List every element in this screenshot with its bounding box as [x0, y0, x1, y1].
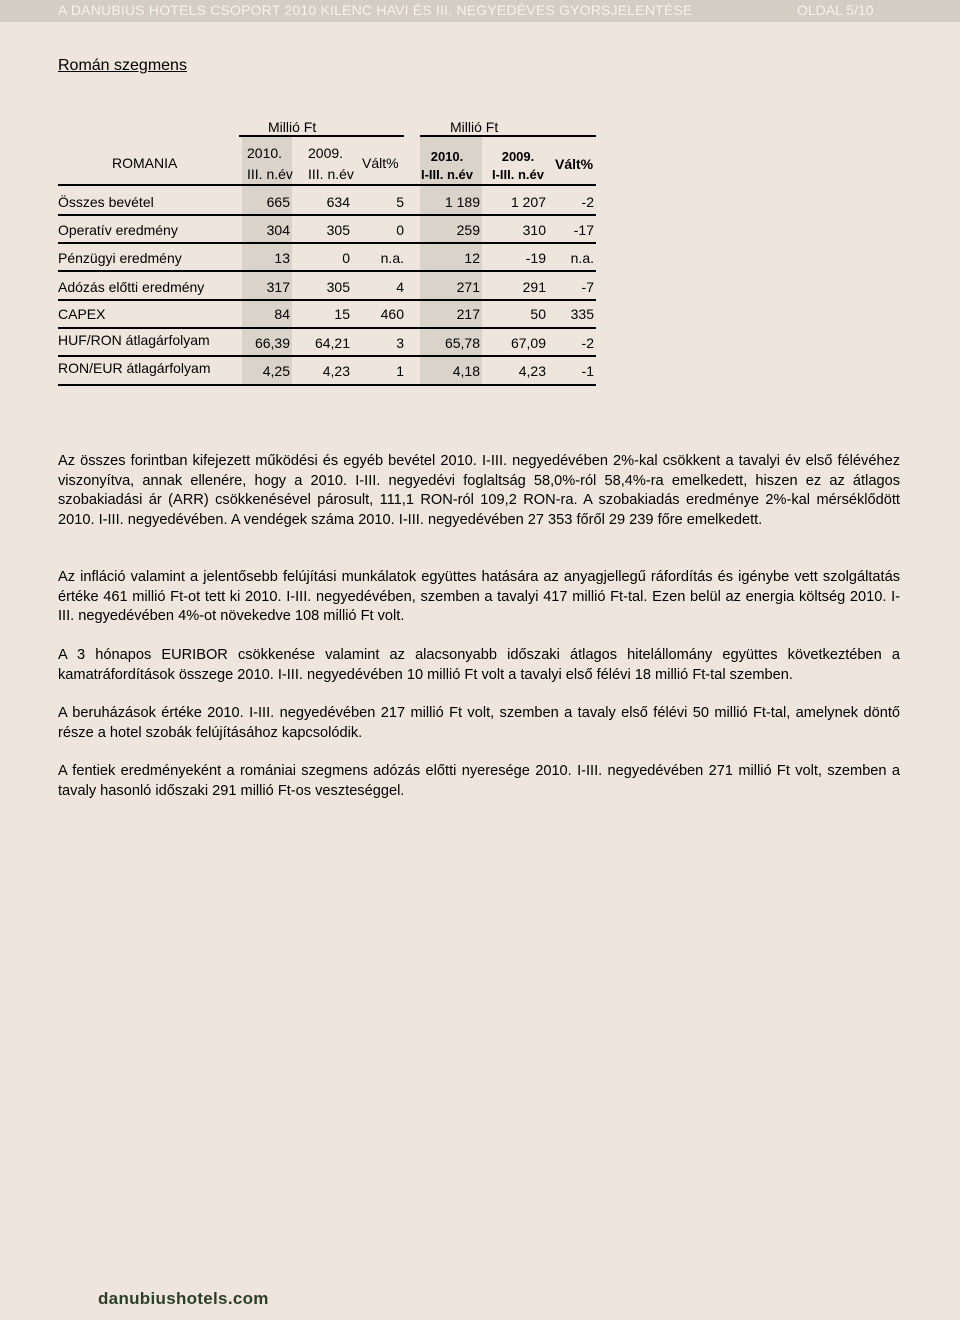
row-rule	[58, 355, 596, 357]
row-label: Adózás előtti eredmény	[58, 279, 205, 295]
row-value: 259	[456, 222, 480, 238]
row-value: -17	[573, 222, 594, 238]
col-2010-q3-line1: 2010.	[247, 145, 283, 161]
row-value: 3	[396, 335, 404, 351]
row-value: 1 207	[510, 194, 546, 210]
row-value: 4,18	[452, 363, 480, 379]
row-value: -7	[581, 279, 594, 295]
row-value: 4,23	[518, 363, 546, 379]
row-rule	[58, 242, 596, 244]
row-value: 12	[464, 250, 480, 266]
row-label: Összes bevétel	[58, 194, 154, 210]
row-value: 305	[326, 279, 350, 295]
row-label: CAPEX	[58, 306, 106, 322]
row-value: 1	[396, 363, 404, 379]
row-value: 0	[396, 222, 404, 238]
col-2010-q3-line2: III. n.év	[247, 166, 293, 182]
row-rule	[58, 270, 596, 272]
paragraph-costs: Az infláció valamint a jelentősebb felújítási munkálatok együttes hatására az anyagjellegű ráfordítás és igénybe vett szolgáltatás értéke 461 millió Ft-ot tett ki 2010. I-III. negyedévében, szemben a tavalyi 417 millió Ft-tal. Ezen belül az energia költség 2010. I-III. negyedévében 4%-ot növekedve 108 millió Ft volt.	[58, 569, 900, 624]
section-title: Román szegmens	[58, 57, 187, 74]
paragraph-interest: A 3 hónapos EURIBOR csökkenése valamint az alacsonyabb időszaki átlagos hitelállomány együttes következtében a kamatráfordítások összege 2010. I-III. negyedévében 10 millió Ft volt a tavalyi első félévi 18 millió Ft-tal szemben.	[58, 647, 900, 683]
row-value: 1 189	[444, 194, 480, 210]
row-value: 310	[522, 222, 546, 238]
table-corner-label: ROMANIA	[112, 155, 178, 171]
header-rule	[58, 184, 596, 186]
row-value: -2	[581, 194, 594, 210]
row-value: 15	[334, 306, 350, 322]
row-value: 271	[456, 279, 480, 295]
row-label: Operatív eredmény	[58, 222, 178, 238]
row-value: 13	[274, 250, 290, 266]
row-rule	[58, 299, 596, 301]
row-value: 50	[530, 306, 546, 322]
col-2009-ytd-line2: I-III. n.év	[491, 166, 544, 182]
paragraph-result: A fentiek eredményeként a romániai szegmens adózás előtti nyeresége 2010. I-III. negyedévében 271 millió Ft volt, szemben a tavaly hasonló időszaki 291 millió Ft-os veszteséggel.	[58, 763, 900, 799]
row-value: 291	[522, 279, 546, 295]
row-value: 634	[326, 194, 350, 210]
row-value: 217	[456, 306, 480, 322]
row-rule	[58, 384, 596, 386]
paragraph-capex: A beruházások értéke 2010. I-III. negyedévében 217 millió Ft volt, szemben a tavaly első félévi 50 millió Ft-tal, amelynek döntő része a hotel szobák felújításához kapcsolódik.	[58, 705, 900, 741]
col-2009-ytd	[489, 148, 547, 183]
row-value: 5	[396, 194, 404, 210]
row-label: HUF/RON átlagárfolyam	[58, 332, 210, 348]
col-2009-q3-line2: III. n.év	[308, 166, 354, 182]
col-2010-ytd	[419, 148, 475, 183]
row-value: 4	[396, 279, 404, 295]
row-value: -19	[525, 250, 546, 266]
row-rule	[58, 214, 596, 216]
footer-logo: danubiushotels.com	[98, 1289, 269, 1308]
group1-unit-label: Millió Ft	[268, 119, 317, 135]
row-value: 317	[266, 279, 290, 295]
row-value: 305	[326, 222, 350, 238]
row-value: 4,25	[262, 363, 290, 379]
report-title: A DANUBIUS HOTELS CSOPORT 2010 KILENC HAVI ÉS III. NEGYEDÉVES GYORSJELENTÉSE	[58, 2, 693, 18]
row-value: -1	[581, 363, 594, 379]
page-header	[0, 0, 960, 22]
row-value: 66,39	[254, 335, 290, 351]
row-value: n.a.	[380, 250, 404, 266]
row-value: 0	[342, 250, 350, 266]
row-value: 335	[570, 306, 594, 322]
row-value: -2	[581, 335, 594, 351]
row-value: 67,09	[510, 335, 546, 351]
group2-unit-label: Millió Ft	[450, 119, 499, 135]
row-value: 4,23	[322, 363, 350, 379]
col-2010-ytd-line2: I-III. n.év	[420, 166, 473, 182]
col-change-q3: Vált%	[362, 155, 399, 171]
row-value: 460	[380, 306, 404, 322]
row-rule	[58, 327, 596, 329]
row-label: Pénzügyi eredmény	[58, 250, 182, 266]
group2-rule	[420, 135, 596, 137]
col-2009-q3-line1: 2009.	[308, 145, 344, 161]
row-value: 304	[266, 222, 290, 238]
col-2010-ytd-line1: 2010.	[430, 149, 464, 164]
row-value: 84	[274, 306, 290, 322]
paragraph-revenue: Az összes forintban kifejezett működési és egyéb bevétel 2010. I-III. negyedévében 2%-kal csökkent a tavalyi év első félévéhez viszonyítva, annak ellenére, hogy a 2010. I-III. negyedévi foglaltság 58,0%-ról 58,4%-ra emelkedett, hiszen ez az átlagos szobakiadási ár (ARR) csökkenésével párosult, 111,1 RON-ról 109,2 RON-ra. A szobakiadás eredménye 2%-kal mérséklődött 2010. I-III. negyedévében. A vendégek száma 2010. I-III. negyedévében 27 353 főről 29 239 főre emelkedett.	[58, 453, 900, 528]
row-label: RON/EUR átlagárfolyam	[58, 360, 211, 376]
row-value: 665	[266, 194, 290, 210]
row-value: 65,78	[444, 335, 480, 351]
group1-rule	[239, 135, 404, 137]
col-change-ytd: Vált%	[555, 156, 594, 172]
row-value: 64,21	[314, 335, 350, 351]
row-value: n.a.	[570, 250, 594, 266]
page-number: OLDAL 5/10	[797, 2, 874, 18]
col-2009-ytd-line1: 2009.	[501, 149, 535, 164]
romania-segment-table	[58, 115, 598, 390]
